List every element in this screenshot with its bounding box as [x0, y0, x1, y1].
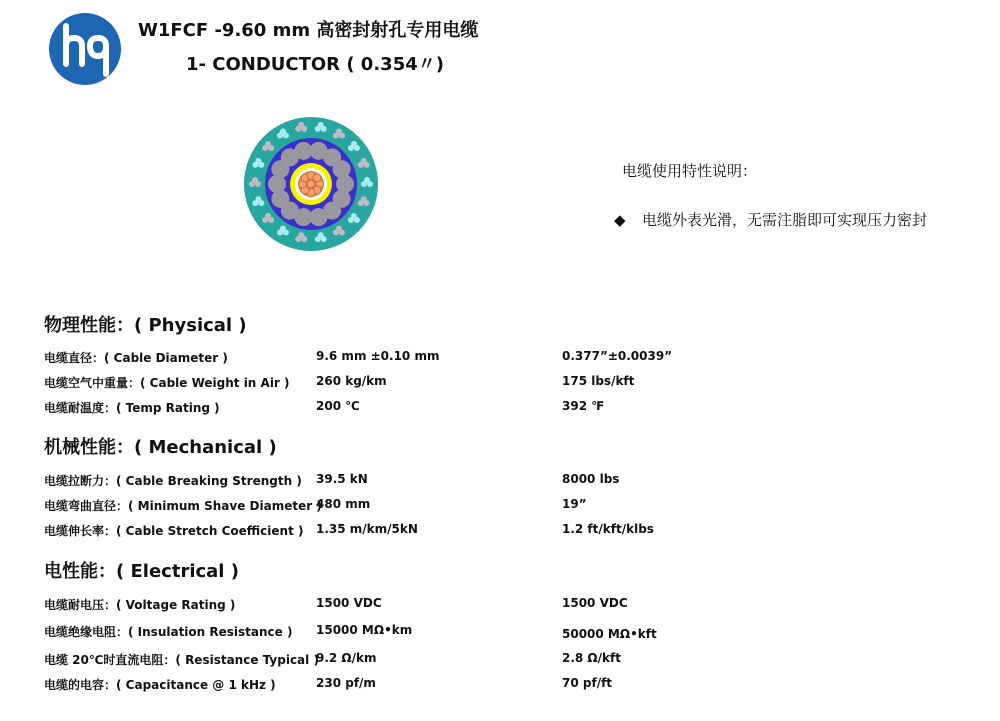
row-imperial-value: 2.8 Ω/kft: [562, 651, 621, 665]
row-imperial-value: 1.2 ft/kft/klbs: [562, 522, 654, 536]
row-label: 电缆绝缘电阻：( Insulation Resistance ): [44, 625, 293, 639]
table-row: [44, 349, 744, 367]
row-imperial-value: 0.377”±0.0039”: [562, 349, 673, 363]
row-metric-value: 39.5 kN: [316, 472, 368, 486]
row-metric-value: 9.2 Ω/km: [316, 651, 377, 665]
row-imperial-value: 8000 lbs: [562, 472, 620, 486]
table-row: [44, 522, 744, 540]
doc-title: W1FCF -9.60 mm 高密封射孔专用电缆: [138, 20, 479, 41]
row-imperial-value: 175 lbs/kft: [562, 374, 635, 388]
table-row: [44, 399, 744, 417]
row-label: 电缆弯曲直径：( Minimum Shave Diameter ): [44, 499, 322, 513]
row-imperial-value: 50000 MΩ•kft: [562, 627, 657, 641]
table-row: [44, 374, 744, 392]
row-metric-value: 230 pf/m: [316, 676, 376, 690]
row-label: 电缆 20℃时直流电阻：( Resistance Typical ): [44, 653, 319, 667]
section-title-physical: 物理性能：( Physical ): [44, 315, 247, 336]
row-imperial-value: 70 pf/ft: [562, 676, 613, 690]
table-row: [44, 472, 744, 490]
row-metric-value: 15000 MΩ•km: [316, 623, 413, 637]
table-row: [44, 623, 744, 641]
table-row: [44, 497, 744, 515]
row-metric-value: 480 mm: [316, 497, 371, 511]
row-imperial-value: 1500 VDC: [562, 596, 628, 610]
row-label: 电缆耐温度：( Temp Rating ): [44, 401, 220, 415]
doc-subtitle: 1- CONDUCTOR ( 0.354〃): [186, 54, 444, 75]
row-label: 电缆直径：( Cable Diameter ): [44, 351, 228, 365]
diamond-bullet-icon: ◆: [614, 211, 626, 229]
row-imperial-value: 392 ℉: [562, 399, 605, 413]
section-title-electrical: 电性能：( Electrical ): [44, 561, 239, 582]
row-imperial-value: 19”: [562, 497, 587, 511]
company-logo: [48, 12, 122, 86]
row-label: 电缆空气中重量：( Cable Weight in Air ): [44, 376, 290, 390]
table-row: [44, 596, 744, 614]
row-metric-value: 260 kg/km: [316, 374, 387, 388]
row-metric-value: 200 ℃: [316, 399, 360, 413]
row-metric-value: 9.6 mm ±0.10 mm: [316, 349, 440, 363]
features-title: 电缆使用特性说明：: [622, 162, 758, 180]
feature-item: [614, 209, 927, 230]
row-metric-value: 1.35 m/km/5kN: [316, 522, 418, 536]
table-row: [44, 651, 744, 669]
row-label: 电缆耐电压：( Voltage Rating ): [44, 598, 236, 612]
feature-text: 电缆外表光滑，无需注脂即可实现压力密封: [642, 211, 928, 229]
row-label: 电缆的电容：( Capacitance @ 1 kHz ): [44, 678, 276, 692]
row-label: 电缆拉断力：( Cable Breaking Strength ): [44, 474, 302, 488]
cable-cross-section-image: [243, 116, 379, 252]
section-title-mechanical: 机械性能：( Mechanical ): [44, 437, 277, 458]
row-metric-value: 1500 VDC: [316, 596, 382, 610]
row-label: 电缆伸长率：( Cable Stretch Coefficient ): [44, 524, 304, 538]
table-row: [44, 676, 744, 694]
